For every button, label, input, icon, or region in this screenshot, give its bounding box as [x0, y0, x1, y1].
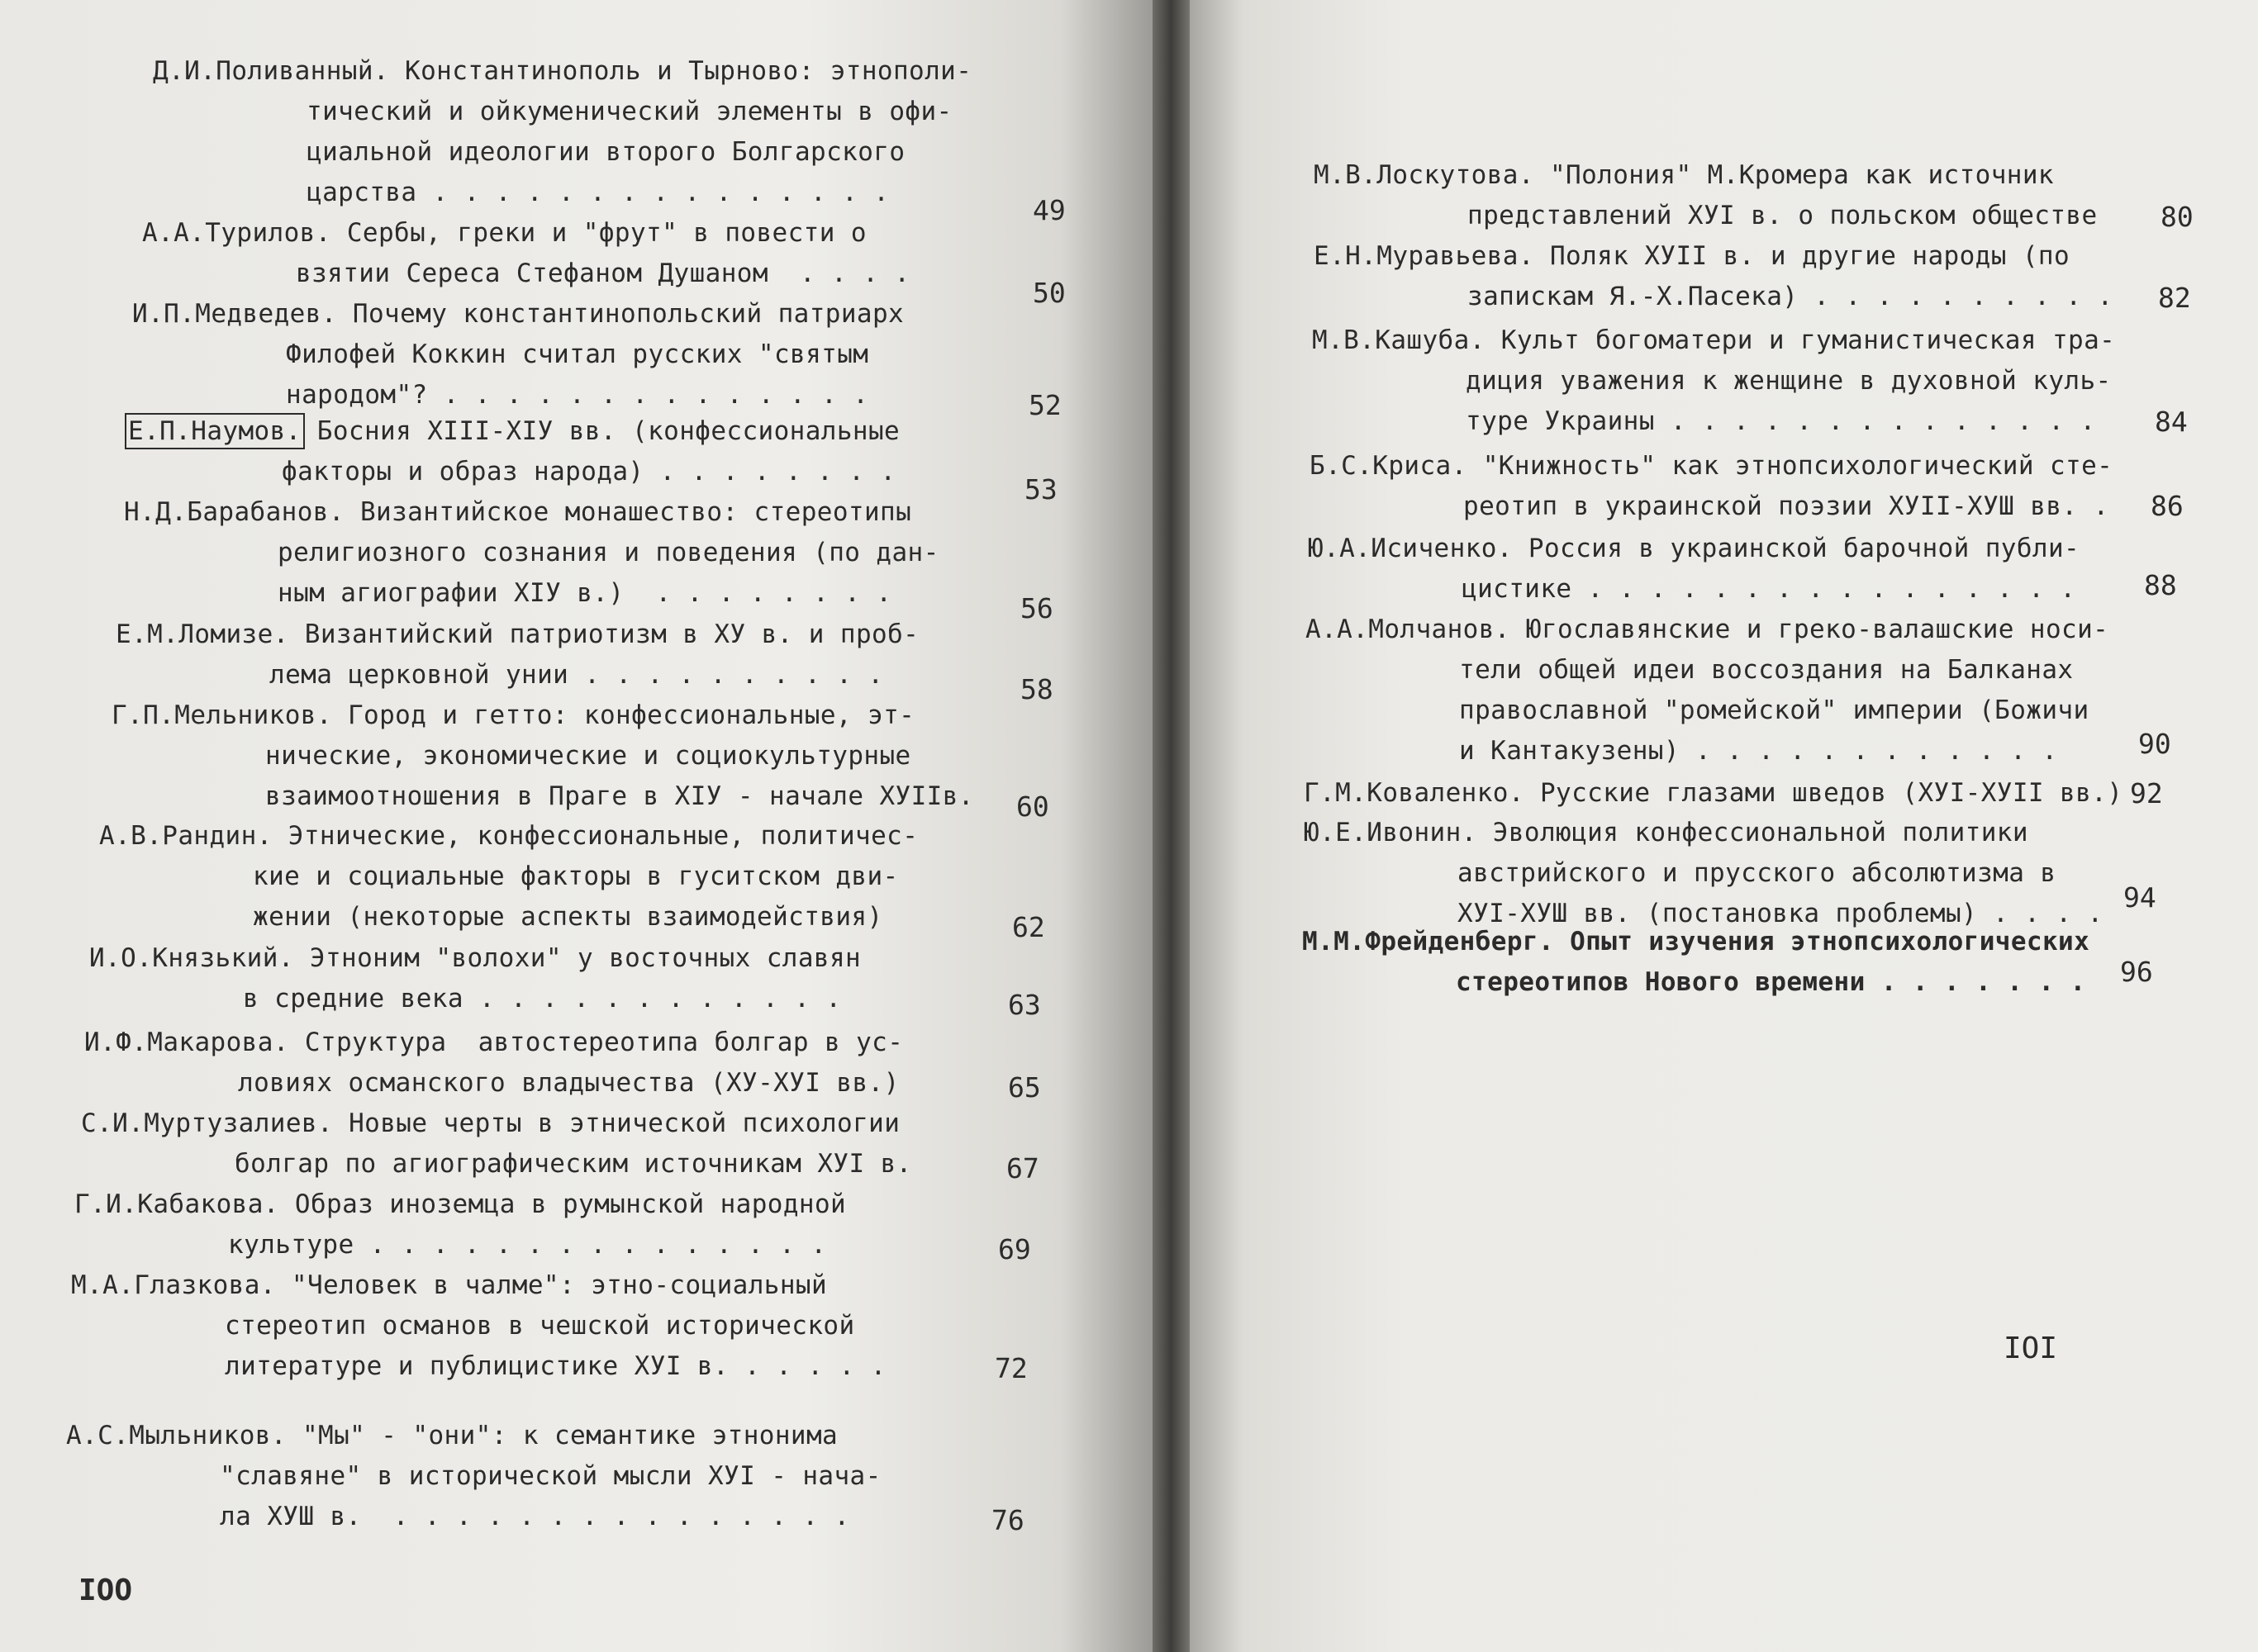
- entry-line: ла ХУШ в. . . . . . . . . . . . . . . .: [220, 1502, 850, 1531]
- entry-line: ным агиографии XIУ в.) . . . . . . . .: [278, 578, 892, 608]
- entry-line: литературе и публицистике ХУI в. . . . . .: [225, 1351, 887, 1381]
- entry-line: Н.Д.Барабанов. Византийское монашество: стереотипы: [124, 497, 912, 527]
- page-number: 92: [2130, 777, 2163, 809]
- entry-line: ловиях османского владычества (ХУ-ХУI вв.): [238, 1068, 900, 1098]
- toc-entry: [89, 938, 1041, 1021]
- toc-entry: [66, 1416, 1024, 1537]
- entry-line: С.И.Муртузалиев. Новые черты в этнической психологии: [81, 1108, 901, 1138]
- page-number: 69: [998, 1233, 1031, 1265]
- toc-entry: [112, 695, 1049, 823]
- entry-line: реотип в украинской поэзии ХУII-ХУШ вв. .: [1463, 491, 2109, 521]
- entry-line: Ю.А.Исиченко. Россия в украинской барочной публи-: [1308, 534, 2080, 563]
- entry-line: болгар по агиографическим источникам ХУI в.: [235, 1149, 912, 1179]
- entry-line: М.В.Лоскутова. "Полония" М.Кромера как источник: [1314, 160, 2054, 190]
- right-page: [1190, 0, 2258, 1652]
- page-number: 63: [1008, 989, 1041, 1021]
- toc-entry: [1302, 922, 2153, 1003]
- entry-line: факторы и образ народа) . . . . . . . .: [282, 457, 896, 487]
- toc-entry: [153, 51, 1066, 226]
- entry-line: кие и социальные факторы в гуситском дви-: [253, 862, 899, 891]
- entry-line: цистике . . . . . . . . . . . . . . . .: [1462, 574, 2076, 604]
- folio-left: IOO: [78, 1574, 133, 1607]
- entry-line: православной "ромейской" империи (Божичи: [1459, 695, 2089, 725]
- entry-line: лема церковной унии . . . . . . . . . .: [269, 660, 884, 690]
- toc-entry: [84, 1023, 1041, 1104]
- toc-entry: [99, 816, 1045, 943]
- entry-line: И.О.Князький. Этноним "волохи" у восточных славян: [89, 943, 862, 973]
- entry-line: стереотипов Нового времени . . . . . . .: [1456, 967, 2086, 997]
- entry-line: нические, экономические и социокультурные: [265, 741, 911, 771]
- toc-entry: [1305, 610, 2171, 771]
- toc-entry: [124, 492, 1053, 624]
- page-number: 67: [1006, 1152, 1039, 1184]
- entry-line: А.А.Турилов. Сербы, греки и "фрут" в повести о: [142, 218, 867, 248]
- toc-entry: [132, 294, 1062, 421]
- entry-line: культуре . . . . . . . . . . . . . . .: [228, 1230, 827, 1260]
- entry-line: тический и ойкуменический элементы в офи-: [307, 97, 953, 126]
- page-number: 65: [1008, 1071, 1041, 1104]
- page-number: 88: [2144, 569, 2177, 601]
- entry-line: взятии Сереса Стефаном Душаном . . . .: [296, 259, 910, 288]
- toc-entry: [71, 1265, 1028, 1387]
- page-number: 49: [1033, 194, 1066, 226]
- entry-line: А.А.Молчанов. Югославянские и греко-валашские носи-: [1305, 615, 2109, 644]
- entry-line: Г.М.Коваленко. Русские глазами шведов (ХУI-ХУII вв.): [1304, 778, 2123, 808]
- entry-line: [128, 411, 900, 452]
- entry-line: жении (некоторые аспекты взаимодействия): [253, 902, 883, 932]
- entry-line: Е.Н.Муравьева. Поляк ХУII в. и другие народы (по: [1314, 241, 2070, 271]
- entry-line: "славяне" в исторической мысли ХУI - нача-: [220, 1461, 882, 1491]
- book-gutter: [1153, 0, 1190, 1652]
- toc-entry: [1308, 529, 2177, 610]
- entry-line: религиозного сознания и поведения (по дан-: [278, 538, 939, 567]
- entry-line: И.П.Медведев. Почему константинопольский патриарх: [132, 299, 905, 329]
- entry-line: запискам Я.-Х.Пасека) . . . . . . . . . .: [1467, 282, 2113, 311]
- entry-line: Г.П.Мельников. Город и гетто: конфессиональные, эт-: [112, 700, 915, 730]
- entry-line: Е.М.Ломизе. Византийский патриотизм в ХУ в. и проб-: [116, 620, 920, 649]
- entry-line: Филофей Коккин считал русских "святым: [286, 339, 869, 369]
- toc-entry: [1312, 320, 2188, 442]
- entry-line: представлений ХУI в. о польском обществе: [1467, 201, 2098, 230]
- entry-line: Ю.Е.Ивонин. Эволюция конфессиональной политики: [1304, 818, 2028, 847]
- entry-line: Г.И.Кабакова. Образ иноземца в румынской народной: [74, 1189, 847, 1219]
- toc-entry: [1314, 155, 2194, 236]
- page-number: 94: [2123, 881, 2156, 914]
- entry-line: австрийского и прусского абсолютизма в: [1457, 858, 2056, 888]
- entry-line: ХУI-ХУШ вв. (постановка проблемы) . . . .: [1457, 899, 2104, 928]
- entry-line: и Кантакузены) . . . . . . . . . . . .: [1459, 736, 2058, 766]
- entry-line-rest: Босния XIII-XIУ вв. (конфессиональные: [301, 416, 901, 446]
- page-number: 60: [1016, 790, 1049, 823]
- page-number: 62: [1012, 911, 1045, 943]
- toc-entry: [1314, 236, 2191, 317]
- entry-line: стереотип османов в чешской исторической: [225, 1311, 855, 1341]
- page-number: 50: [1033, 277, 1066, 309]
- page-number: 96: [2120, 956, 2153, 988]
- entry-line: А.В.Рандин. Этнические, конфессиональные, политичес-: [99, 821, 919, 851]
- page-number: 90: [2138, 728, 2171, 760]
- entry-line: туре Украины . . . . . . . . . . . . . .: [1466, 406, 2096, 436]
- entry-line: взаимоотношения в Праге в XIУ - начале ХУIIв.: [265, 781, 974, 811]
- entry-line: Д.И.Поливанный. Константинополь и Тырново: этнополи-: [153, 56, 972, 86]
- entry-line: диция уважения к женщине в духовной куль-: [1466, 366, 2112, 396]
- entry-line: циальной идеологии второго Болгарского: [307, 137, 906, 167]
- page-number: 84: [2155, 406, 2188, 438]
- toc-entry: [142, 213, 1066, 309]
- toc-entry: [1304, 813, 2156, 934]
- entry-line: М.В.Кашуба. Культ богоматери и гуманистическая тра-: [1312, 325, 2116, 355]
- entry-line: тели общей идеи воссоздания на Балканах: [1459, 655, 2074, 685]
- toc-entry: [116, 615, 1053, 705]
- entry-line: народом"? . . . . . . . . . . . . . .: [286, 380, 869, 410]
- entry-line: М.М.Фрейденберг. Опыт изучения этнопсихологических: [1302, 927, 2090, 957]
- page-number: 82: [2158, 282, 2191, 314]
- page-number: 56: [1020, 592, 1053, 624]
- folio-right: IOI: [2004, 1332, 2058, 1365]
- entry-line: М.А.Глазкова. "Человек в чалме": этно-социальный: [71, 1270, 828, 1300]
- toc-entry: [1310, 446, 2184, 527]
- page-number: 80: [2161, 201, 2194, 233]
- page-number: 86: [2151, 490, 2184, 522]
- page-number: 72: [995, 1352, 1028, 1384]
- entry-line: А.С.Мыльников. "Мы" - "они": к семантике этнонима: [66, 1421, 839, 1450]
- toc-entry: [128, 411, 1058, 506]
- entry-line: И.Ф.Макарова. Структура автостереотипа болгар в ус-: [84, 1028, 904, 1057]
- highlighted-author-box: Е.П.Наумов.: [128, 416, 302, 446]
- page-number: 52: [1029, 389, 1062, 421]
- entry-line: в средние века . . . . . . . . . . . .: [243, 984, 842, 1014]
- page-number: 76: [991, 1504, 1024, 1536]
- page-number: 58: [1020, 673, 1053, 705]
- entry-line: Б.С.Криса. "Книжность" как этнопсихологический сте-: [1310, 451, 2113, 481]
- entry-line: царства . . . . . . . . . . . . . . .: [307, 178, 890, 207]
- page-number: 53: [1024, 473, 1058, 506]
- toc-entry: [1304, 773, 2163, 814]
- toc-entry: [81, 1104, 1039, 1184]
- toc-entry: [74, 1184, 1031, 1265]
